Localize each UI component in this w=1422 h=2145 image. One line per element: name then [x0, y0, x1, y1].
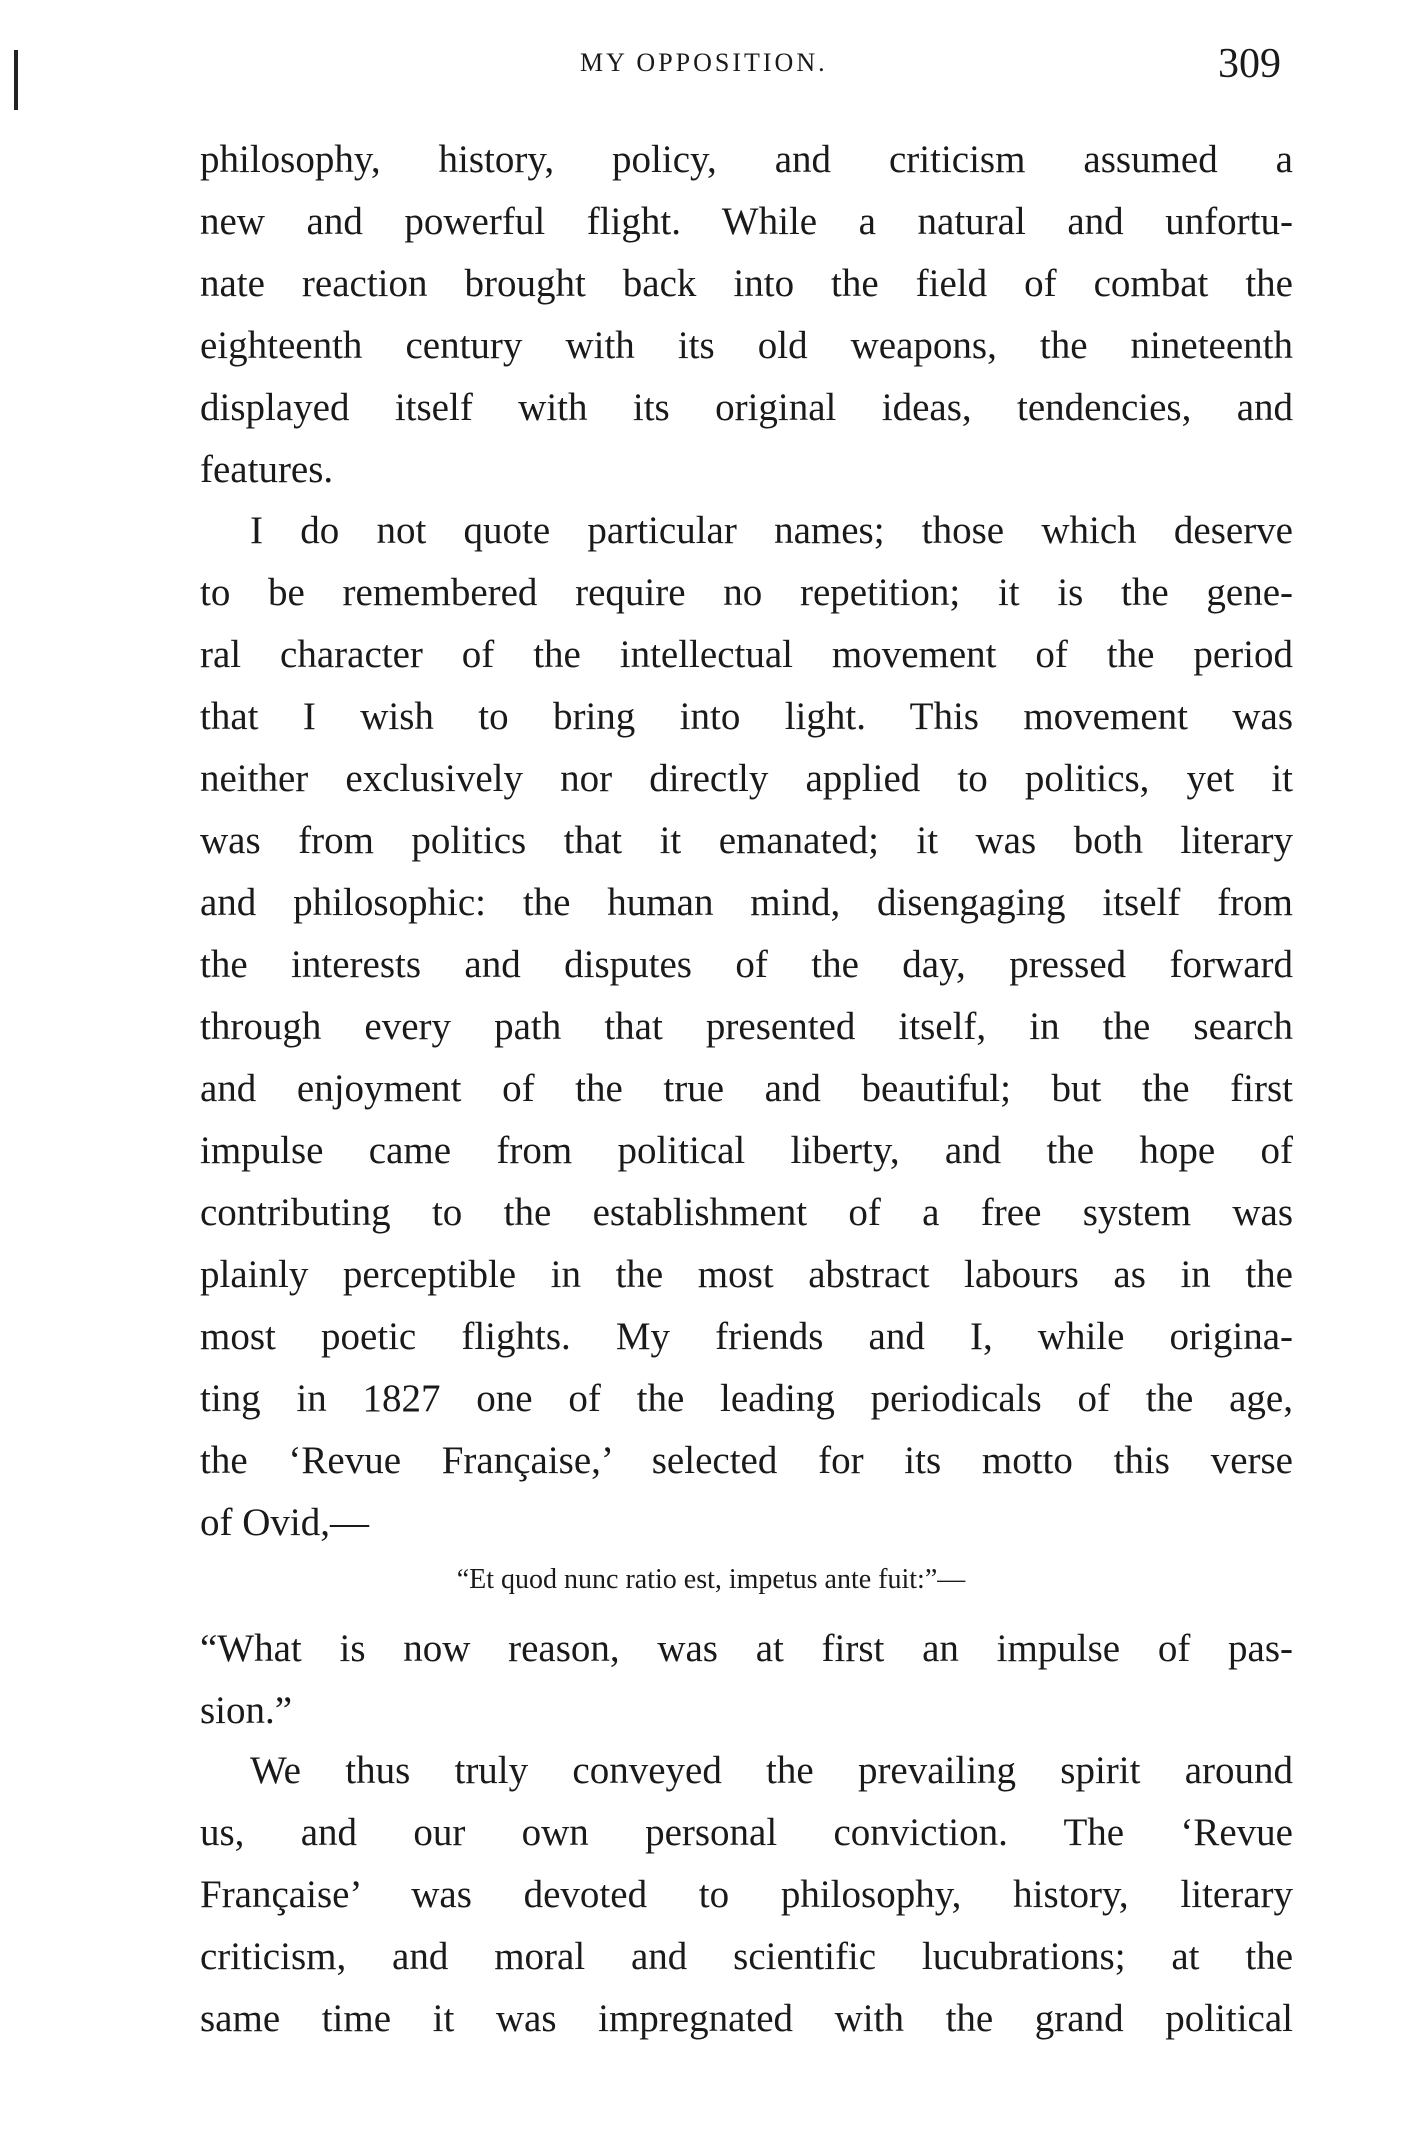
page-header — [0, 40, 1422, 90]
latin-quote: “Et quod nunc ratio est, impetus ante fuit:”— — [456, 1564, 966, 1595]
text-line: ral character of the intellectual movement of the period — [200, 633, 1293, 676]
text-line: impulse came from political liberty, and the hope of — [200, 1129, 1293, 1172]
text-line: us, and our own personal conviction. The ‘Revue — [200, 1811, 1293, 1854]
text-line: through every path that presented itself, in the search — [200, 1005, 1293, 1048]
paragraph-3 — [200, 1740, 1293, 2050]
text-line: criticism, and moral and scientific lucubrations; at the — [200, 1935, 1293, 1978]
text-line: to be remembered require no repetition; it is the gene- — [200, 571, 1293, 614]
text-line: the ‘Revue Française,’ selected for its motto this verse — [200, 1439, 1293, 1482]
text-line: plainly perceptible in the most abstract labours as in the — [200, 1253, 1293, 1296]
text-line: ting in 1827 one of the leading periodicals of the age, — [200, 1377, 1293, 1420]
text-line: that I wish to bring into light. This movement was — [200, 695, 1293, 738]
text-line: of Ovid,— — [200, 1501, 369, 1544]
text-line: contributing to the establishment of a free system was — [200, 1191, 1293, 1234]
text-line: features. — [200, 448, 334, 491]
text-line: sion.” — [200, 1689, 293, 1732]
text-line: and philosophic: the human mind, disengaging itself from — [200, 881, 1293, 924]
text-line: most poetic flights. My friends and I, while origina- — [200, 1315, 1293, 1358]
text-line: and enjoyment of the true and beautiful; but the first — [200, 1067, 1293, 1110]
paragraph-translation — [200, 1618, 1293, 1742]
paragraph-1 — [200, 129, 1293, 501]
page-number: 309 — [1218, 41, 1281, 87]
text-line: displayed itself with its original ideas, tendencies, and — [200, 386, 1293, 429]
text-line: new and powerful flight. While a natural and unfortu- — [200, 200, 1293, 243]
margin-mark — [14, 50, 18, 110]
text-line: We thus truly conveyed the prevailing spirit around — [250, 1749, 1293, 1792]
text-line: the interests and disputes of the day, pressed forward — [200, 943, 1293, 986]
text-line: I do not quote particular names; those which deserve — [250, 509, 1293, 552]
text-line: philosophy, history, policy, and criticism assumed a — [200, 138, 1293, 181]
paragraph-2 — [200, 500, 1293, 1554]
text-line: neither exclusively nor directly applied to politics, yet it — [200, 757, 1293, 800]
text-line: “What is now reason, was at first an impulse of pas- — [200, 1627, 1293, 1670]
text-line: same time it was impregnated with the grand political — [200, 1997, 1293, 2040]
text-line: was from politics that it emanated; it was both literary — [200, 819, 1293, 862]
text-line: eighteenth century with its old weapons, the nineteenth — [200, 324, 1293, 367]
running-head: MY OPPOSITION. — [580, 48, 828, 77]
text-line: nate reaction brought back into the field of combat the — [200, 262, 1293, 305]
text-line: Française’ was devoted to philosophy, history, literary — [200, 1873, 1293, 1916]
